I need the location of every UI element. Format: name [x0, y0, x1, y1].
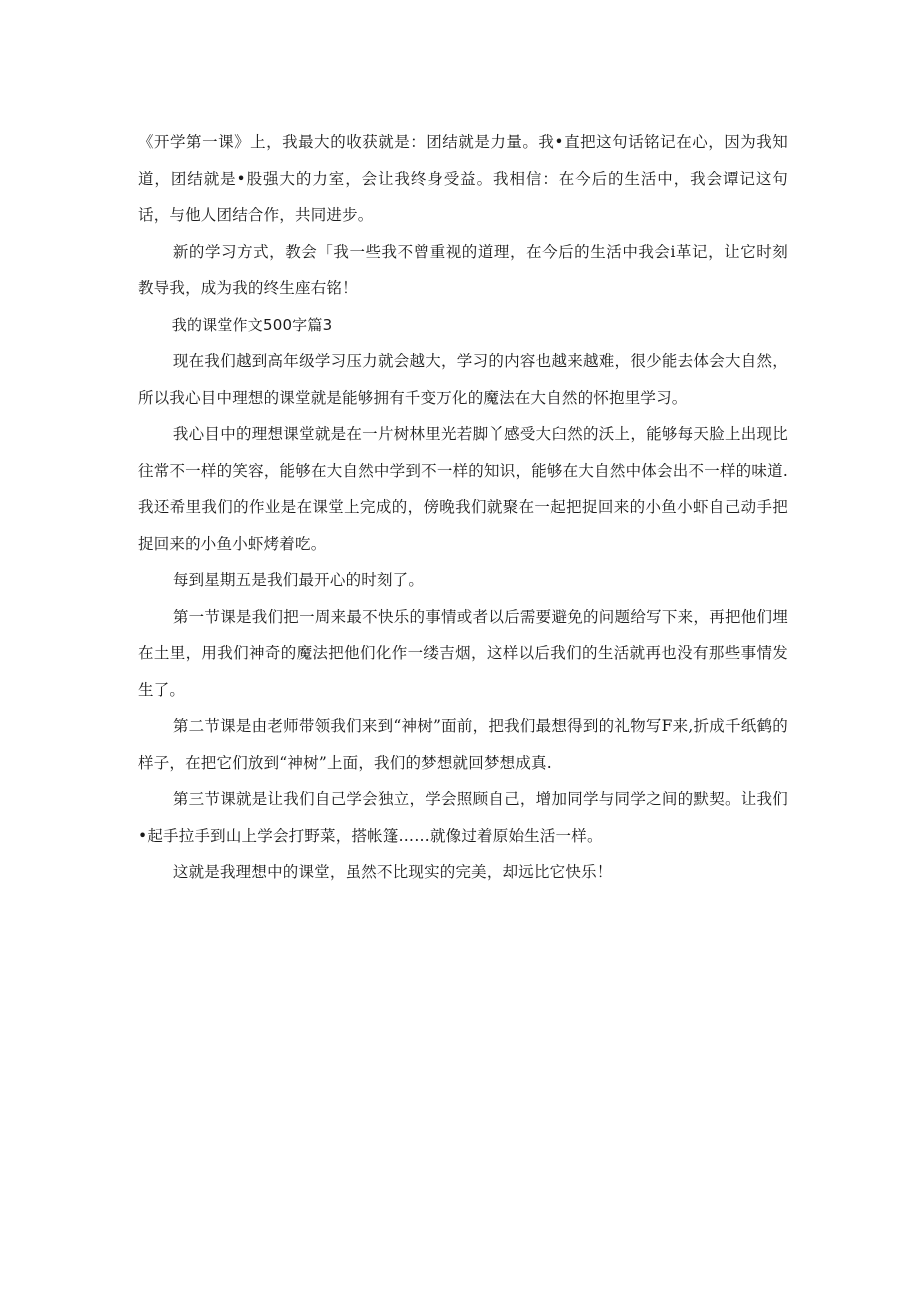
document-body: [138, 124, 788, 891]
paragraph-10: 这就是我理想中的课堂，虽然不比现实的完美，却远比它快乐！: [172, 863, 613, 881]
paragraph-5: 我心目中的理想课堂就是在一片树林里光若脚丫感受大臼然的沃上，能够每天脸上出现比往常不一样的笑容，能够在大自然中学到不一样的知识，能够在大自然中体会出不一样的味道.我还希里我们的作业是在课堂上完成的，傍晚我们就聚在一起把捉回来的小鱼小虾自己动手把捉回来的小鱼小虾烤着吃。: [138, 425, 788, 553]
paragraph-8: 第二节课是由老师带领我们来到“神树”面前，把我们最想得到的礼物写F来,折成千纸鹤的样子，在把它们放到“神树”上面，我们的梦想就回梦想成真.: [138, 717, 788, 772]
paragraph-7: 第一节课是我们把一周来最不快乐的事情或者以后需要避免的问题给写下来，再把他们埋在土里，用我们神奇的魔法把他们化作一缕吉烟，这样以后我们的生活就再也没有那些事情发生了。: [138, 607, 788, 699]
paragraph-1: 《开学第一课》上，我最大的收获就是：团结就是力量。我•直把这句话铭记在心，因为我知道，团结就是•股强大的力室，会让我终身受益。我相信：在今后的生活中，我会谭记这句话，与他人团结合作，共同进步。: [138, 133, 788, 224]
section-heading: 我的课堂作文500字篇3: [171, 315, 333, 334]
paragraph-9: 第三节课就是让我们自己学会独立，学会照顾自己，增加同学与同学之间的默契。让我们•起手拉手到山上学会打野菜，搭帐篷……就像过着原始生活一样。: [138, 790, 788, 845]
paragraph-6: 每到星期五是我们最开心的时刻了。: [172, 571, 425, 589]
paragraph-4: 现在我们越到高年级学习压力就会越大，学习的内容也越来越难，很少能去体会大自然，所以我心目中理想的课堂就是能够拥有千变万化的魔法在大自然的怀抱里学习。: [138, 352, 788, 407]
paragraph-2: 新的学习方式，教会「我一些我不曾重视的道理，在今后的生活中我会i革记，让它时刻教导我，成为我的终生座右铭！: [138, 242, 788, 297]
